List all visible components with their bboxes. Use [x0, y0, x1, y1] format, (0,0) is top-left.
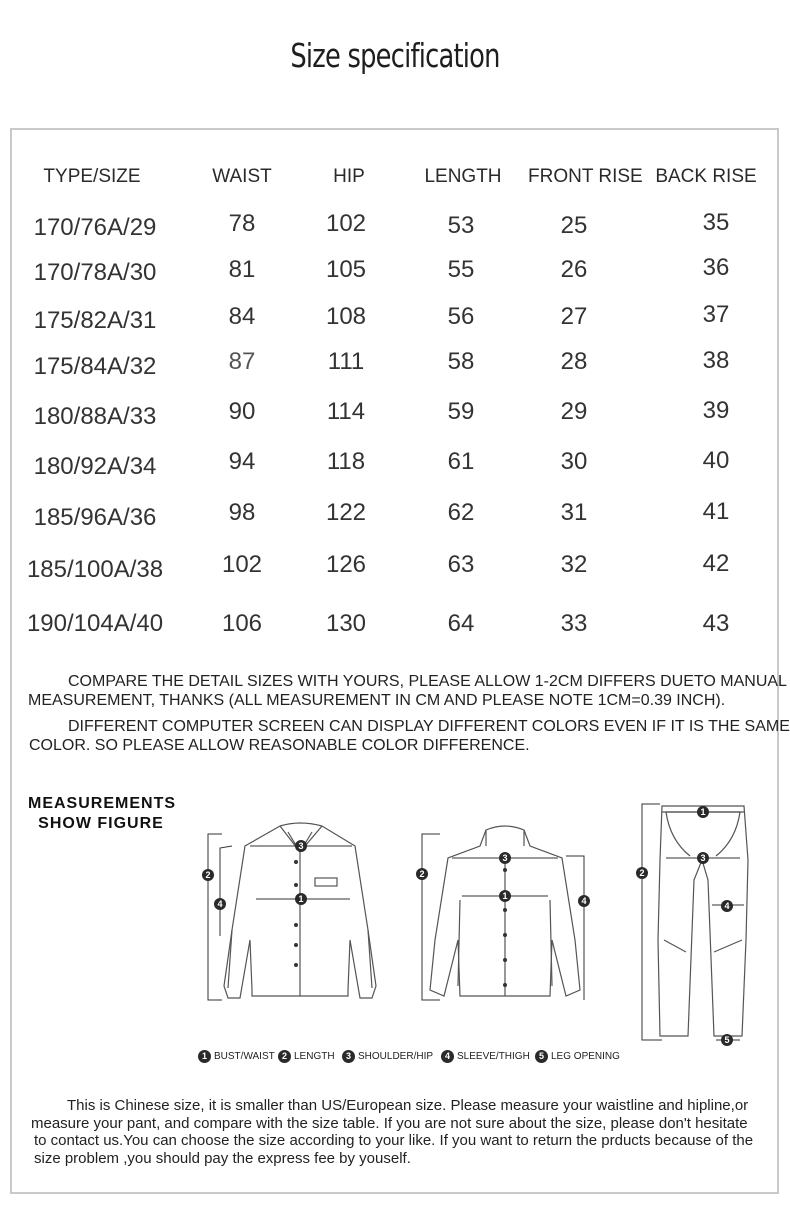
bottom-note-line-4: size problem ,you should pay the express fee by youself. — [34, 1150, 411, 1167]
cell-front-rise: 28 — [560, 348, 588, 375]
cell-front-rise: 33 — [560, 610, 588, 637]
svg-text:5: 5 — [724, 1035, 730, 1045]
marker-icon — [697, 852, 709, 864]
svg-text:3: 3 — [502, 853, 508, 863]
cell-hip: 105 — [325, 256, 367, 283]
cell-length: 62 — [447, 499, 475, 526]
cell-waist: 78 — [228, 210, 256, 237]
cell-back-rise: 37 — [702, 301, 730, 328]
bottom-note-line-2: measure your pant, and compare with the size table. If you are not sure about the size, please don't hesitate — [31, 1115, 748, 1132]
marker-icon — [295, 893, 307, 905]
cell-type-size: 175/84A/32 — [33, 353, 157, 380]
cell-length: 58 — [447, 348, 475, 375]
marker-icon — [202, 869, 214, 881]
cell-length: 56 — [447, 303, 475, 330]
legend-item — [535, 1050, 620, 1063]
measurements-title-line-2: SHOW FIGURE — [38, 815, 164, 832]
marker-icon — [499, 890, 511, 902]
marker-icon — [721, 1034, 733, 1046]
cell-type-size: 180/92A/34 — [33, 453, 157, 480]
marker-icon — [295, 840, 307, 852]
cell-length: 59 — [447, 398, 475, 425]
cell-back-rise: 41 — [702, 498, 730, 525]
cell-back-rise: 36 — [702, 254, 730, 281]
legend-item — [342, 1050, 433, 1063]
note-line-2: MEASUREMENT, THANKS (ALL MEASUREMENT IN CM AND PLEASE NOTE 1CM=0.39 INCH). — [28, 692, 726, 709]
cell-back-rise: 42 — [702, 550, 730, 577]
page-title: Size specification — [290, 36, 500, 75]
svg-text:1: 1 — [700, 807, 706, 817]
cell-type-size: 190/104A/40 — [26, 610, 164, 637]
svg-text:4: 4 — [217, 899, 223, 909]
cell-hip: 108 — [325, 303, 367, 330]
svg-text:2: 2 — [419, 869, 425, 879]
marker-icon — [416, 868, 428, 880]
cell-front-rise: 27 — [560, 303, 588, 330]
cell-front-rise: 30 — [560, 448, 588, 475]
cell-front-rise: 31 — [560, 499, 588, 526]
header-type-size: TYPE/SIZE — [43, 166, 141, 187]
cell-hip: 122 — [325, 499, 367, 526]
svg-text:1: 1 — [502, 891, 508, 901]
legend-number: 4 — [441, 1050, 454, 1063]
legend-item — [441, 1050, 530, 1063]
cell-waist: 102 — [221, 551, 263, 578]
note-line-4: COLOR. SO PLEASE ALLOW REASONABLE COLOR DIFFERENCE. — [29, 737, 530, 754]
svg-text:2: 2 — [205, 870, 211, 880]
cell-waist: 106 — [221, 610, 263, 637]
measurements-title-line-1: MEASUREMENTS — [28, 795, 177, 812]
legend-number: 3 — [342, 1050, 355, 1063]
svg-text:4: 4 — [724, 901, 730, 911]
legend-label: SHOULDER/HIP — [358, 1051, 434, 1062]
header-back-rise: BACK RISE — [655, 166, 757, 187]
svg-text:3: 3 — [298, 841, 304, 851]
cell-back-rise: 35 — [702, 209, 730, 236]
header-hip: HIP — [333, 166, 365, 187]
marker-icon — [499, 852, 511, 864]
bottom-note-line-3: to contact us.You can choose the size according to your like. If you want to return the prducts because of the — [34, 1132, 754, 1149]
cell-type-size: 170/76A/29 — [33, 214, 157, 241]
cell-type-size: 175/82A/31 — [33, 307, 157, 334]
svg-text:2: 2 — [639, 868, 645, 878]
header-front-rise: FRONT RISE — [528, 166, 643, 187]
legend-number: 1 — [198, 1050, 211, 1063]
svg-text:4: 4 — [581, 896, 587, 906]
cell-hip: 111 — [327, 348, 365, 375]
legend-item — [278, 1050, 335, 1063]
cell-back-rise: 40 — [702, 447, 730, 474]
marker-icon — [697, 806, 709, 818]
cell-length: 64 — [447, 610, 475, 637]
cell-back-rise: 43 — [702, 610, 730, 637]
marker-icon — [578, 895, 590, 907]
legend-label: BUST/WAIST — [214, 1051, 275, 1062]
header-waist: WAIST — [212, 166, 272, 187]
svg-text:3: 3 — [700, 853, 706, 863]
bottom-note-line-1: This is Chinese size, it is smaller than US/European size. Please measure your waistline and hipline,or — [67, 1097, 749, 1114]
cell-length: 61 — [447, 448, 475, 475]
cell-waist: 94 — [228, 448, 256, 475]
cell-length: 53 — [447, 212, 475, 239]
cell-type-size: 170/78A/30 — [33, 259, 157, 286]
legend-label: SLEEVE/THIGH — [457, 1051, 530, 1062]
cell-hip: 118 — [326, 448, 366, 475]
cell-type-size: 185/96A/36 — [33, 504, 157, 531]
cell-waist: 87 — [228, 348, 256, 375]
cell-type-size: 185/100A/38 — [26, 556, 164, 583]
cell-front-rise: 29 — [560, 398, 588, 425]
cell-waist: 81 — [228, 256, 256, 283]
cell-back-rise: 39 — [702, 397, 730, 424]
header-length: LENGTH — [424, 166, 502, 187]
cell-hip: 102 — [325, 210, 367, 237]
cell-front-rise: 32 — [560, 551, 588, 578]
marker-icon — [214, 898, 226, 910]
legend-number: 5 — [535, 1050, 548, 1063]
marker-icon — [721, 900, 733, 912]
cell-waist: 84 — [228, 303, 256, 330]
cell-hip: 126 — [325, 551, 367, 578]
cell-hip: 114 — [326, 398, 366, 425]
cell-front-rise: 26 — [560, 256, 588, 283]
note-line-3: DIFFERENT COMPUTER SCREEN CAN DISPLAY DIFFERENT COLORS EVEN IF IT IS THE SAME — [68, 718, 790, 735]
cell-type-size: 180/88A/33 — [33, 403, 157, 430]
pants-figure — [658, 806, 748, 1036]
cell-hip: 130 — [325, 610, 367, 637]
cell-back-rise: 38 — [702, 347, 730, 374]
legend-label: LENGTH — [294, 1051, 335, 1062]
cell-length: 55 — [447, 256, 475, 283]
note-line-1: COMPARE THE DETAIL SIZES WITH YOURS, PLEASE ALLOW 1-2CM DIFFERS DUETO MANUAL — [68, 673, 787, 690]
legend-label: LEG OPENING — [551, 1051, 620, 1062]
cell-waist: 90 — [228, 398, 256, 425]
cell-length: 63 — [447, 551, 475, 578]
cell-front-rise: 25 — [560, 212, 588, 239]
marker-icon — [636, 867, 648, 879]
legend-item — [198, 1050, 275, 1063]
legend-number: 2 — [278, 1050, 291, 1063]
cell-waist: 98 — [228, 499, 256, 526]
svg-text:1: 1 — [298, 894, 304, 904]
